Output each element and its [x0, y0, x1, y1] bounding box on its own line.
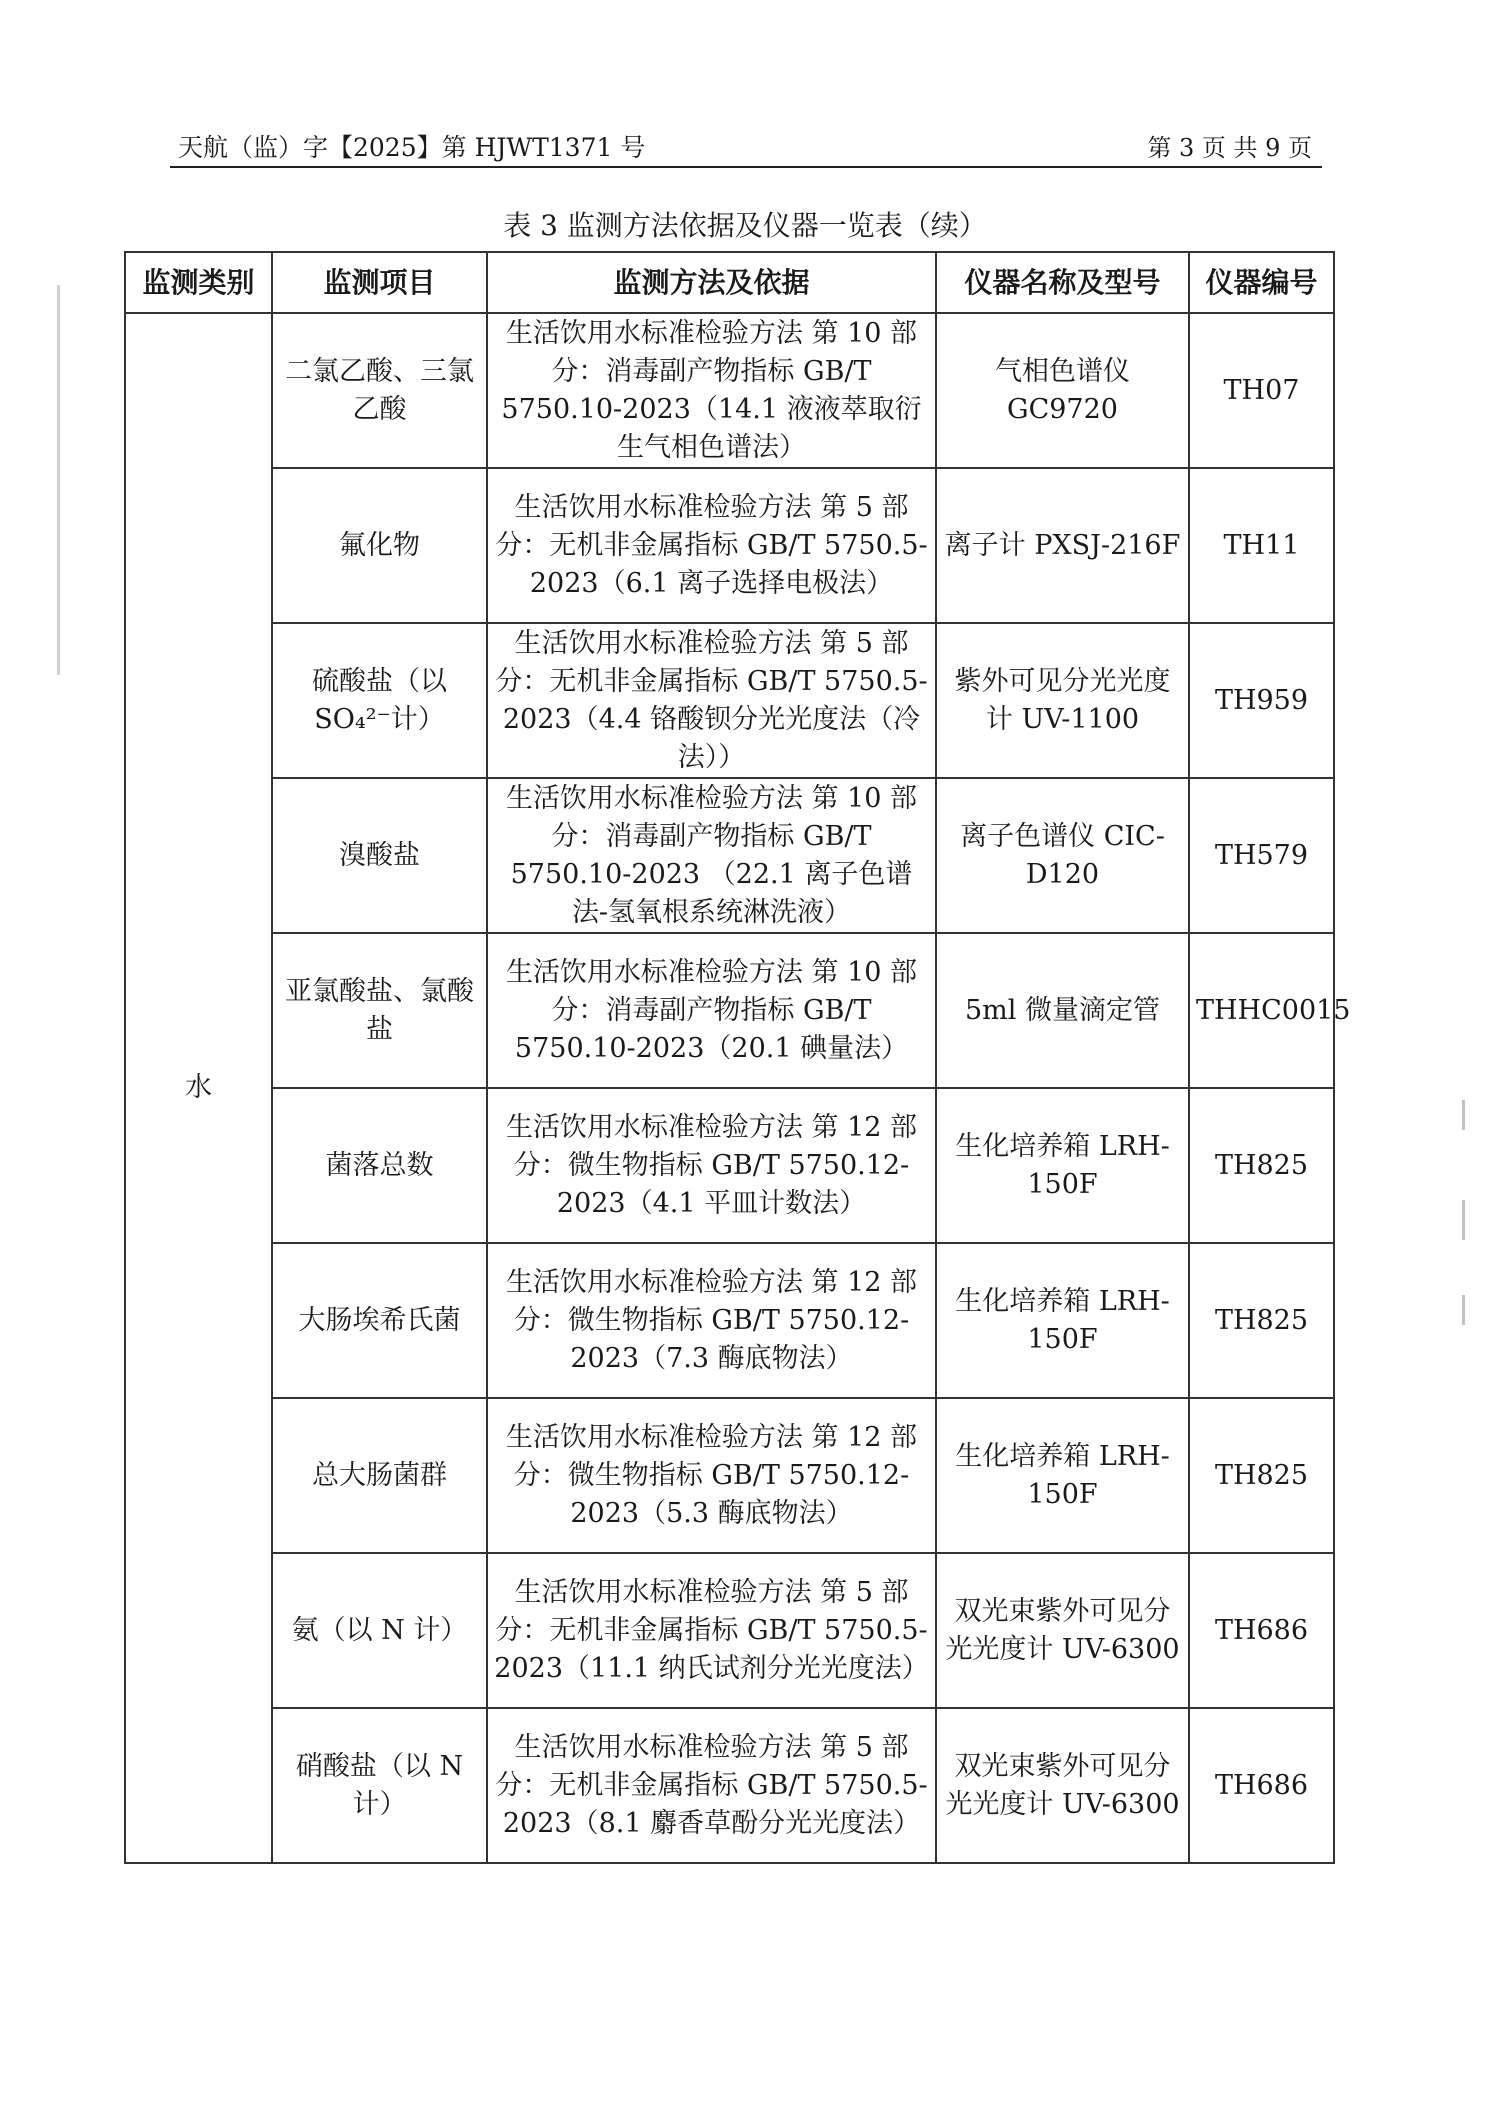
table-title: 表 3 监测方法依据及仪器一览表（续）: [503, 209, 987, 242]
item-cell: 氟化物: [272, 468, 487, 623]
report-number: 天航（监）字【2025】第 HJWT1371 号: [178, 133, 646, 162]
scan-margin-mark: [57, 285, 60, 675]
table-row: [125, 1243, 1334, 1398]
item-cell: 硫酸盐（以SO₄²⁻计）: [272, 623, 487, 778]
method-cell: 生活饮用水标准检验方法 第 12 部分：微生物指标 GB/T 5750.12-2023（4.1 平皿计数法）: [487, 1088, 936, 1243]
code-cell: THHC0015: [1189, 933, 1334, 1088]
table-row: [125, 1398, 1334, 1553]
column-header: 监测项目: [272, 252, 487, 313]
method-cell: 生活饮用水标准检验方法 第 10 部分：消毒副产物指标 GB/T 5750.10-2023（14.1 液液萃取衍生气相色谱法）: [487, 313, 936, 468]
code-cell: TH686: [1189, 1553, 1334, 1708]
column-header: 监测方法及依据: [487, 252, 936, 313]
instrument-cell: 双光束紫外可见分光光度计 UV-6300: [936, 1553, 1189, 1708]
item-cell: 溴酸盐: [272, 778, 487, 933]
scan-margin-mark: [1462, 1100, 1465, 1130]
code-cell: TH959: [1189, 623, 1334, 778]
column-header: 仪器编号: [1189, 252, 1334, 313]
instrument-cell: 离子计 PXSJ-216F: [936, 468, 1189, 623]
instrument-cell: 生化培养箱 LRH-150F: [936, 1088, 1189, 1243]
instrument-cell: 离子色谱仪 CIC-D120: [936, 778, 1189, 933]
table-row: [125, 1088, 1334, 1243]
code-cell: TH825: [1189, 1398, 1334, 1553]
table-row: [125, 313, 1334, 468]
item-cell: 硝酸盐（以 N 计）: [272, 1708, 487, 1863]
page-number: 第 3 页 共 9 页: [1147, 134, 1312, 162]
method-cell: 生活饮用水标准检验方法 第 12 部分：微生物指标 GB/T 5750.12-2023（5.3 酶底物法）: [487, 1398, 936, 1553]
item-cell: 氨（以 N 计）: [272, 1553, 487, 1708]
item-cell: 总大肠菌群: [272, 1398, 487, 1553]
code-cell: TH686: [1189, 1708, 1334, 1863]
table-row: [125, 623, 1334, 778]
page-header: [170, 124, 1322, 168]
table-row: [125, 468, 1334, 623]
instrument-cell: 双光束紫外可见分光光度计 UV-6300: [936, 1708, 1189, 1863]
item-cell: 大肠埃希氏菌: [272, 1243, 487, 1398]
method-instrument-table: [124, 251, 1351, 1864]
column-header: 监测类别: [125, 252, 272, 313]
method-cell: 生活饮用水标准检验方法 第 10 部分：消毒副产物指标 GB/T 5750.10-2023（20.1 碘量法）: [487, 933, 936, 1088]
method-cell: 生活饮用水标准检验方法 第 5 部分：无机非金属指标 GB/T 5750.5-2023（4.4 铬酸钡分光光度法（冷法））: [487, 623, 936, 778]
instrument-cell: 5ml 微量滴定管: [936, 933, 1189, 1088]
scan-margin-mark: [1462, 1295, 1465, 1325]
method-cell: 生活饮用水标准检验方法 第 12 部分：微生物指标 GB/T 5750.12-2023（7.3 酶底物法）: [487, 1243, 936, 1398]
scan-margin-mark: [1462, 1200, 1465, 1240]
code-cell: TH825: [1189, 1088, 1334, 1243]
category-cell: 水: [125, 313, 272, 1863]
method-cell: 生活饮用水标准检验方法 第 5 部分：无机非金属指标 GB/T 5750.5-2023（6.1 离子选择电极法）: [487, 468, 936, 623]
table-row: [125, 933, 1334, 1088]
table-row: [125, 778, 1334, 933]
instrument-cell: 气相色谱仪 GC9720: [936, 313, 1189, 468]
column-header: 仪器名称及型号: [936, 252, 1189, 313]
method-cell: 生活饮用水标准检验方法 第 5 部分：无机非金属指标 GB/T 5750.5-2023（11.1 纳氏试剂分光光度法）: [487, 1553, 936, 1708]
instrument-cell: 紫外可见分光光度计 UV-1100: [936, 623, 1189, 778]
method-cell: 生活饮用水标准检验方法 第 5 部分：无机非金属指标 GB/T 5750.5-2023（8.1 麝香草酚分光光度法）: [487, 1708, 936, 1863]
table-row: [125, 1708, 1334, 1863]
table-header-row: [125, 252, 1334, 313]
instrument-cell: 生化培养箱 LRH-150F: [936, 1398, 1189, 1553]
table-row: [125, 1553, 1334, 1708]
method-cell: 生活饮用水标准检验方法 第 10 部分：消毒副产物指标 GB/T 5750.10-2023 （22.1 离子色谱法-氢氧根系统淋洗液）: [487, 778, 936, 933]
code-cell: TH825: [1189, 1243, 1334, 1398]
item-cell: 二氯乙酸、三氯乙酸: [272, 313, 487, 468]
instrument-cell: 生化培养箱 LRH-150F: [936, 1243, 1189, 1398]
code-cell: TH579: [1189, 778, 1334, 933]
item-cell: 亚氯酸盐、氯酸盐: [272, 933, 487, 1088]
item-cell: 菌落总数: [272, 1088, 487, 1243]
code-cell: TH07: [1189, 313, 1334, 468]
code-cell: TH11: [1189, 468, 1334, 623]
